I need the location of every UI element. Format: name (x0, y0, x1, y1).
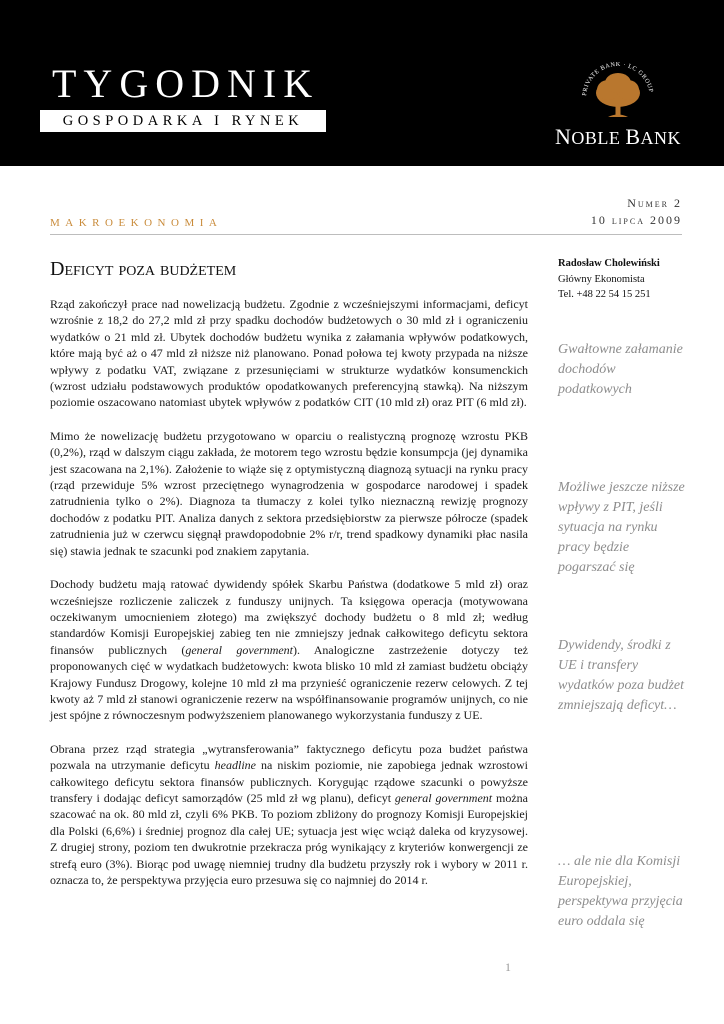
noble-bank-logo (548, 50, 688, 150)
paragraph-2: Mimo że nowelizację budżetu przygotowano w oparciu o realistyczną prognozę wzrostu PKB (0,2%), rząd w dalszym ciągu zakłada, że motorem tego wzrostu będzie konsumpcja (jej dynamika jest szacowana na 2,1%). Założenie to wiąże się z optymistyczną diagnozą sytuacji na rynku pracy (rząd przewiduje 5% wzrost przeciętnego wynagrodzenia w gospodarce narodowej i spadek zatrudnienia tylko o 2%). Diagnoza ta tłumaczy z kolei tylko nieznaczną rewizję prognozy dochodów z podatku PIT. Analiza danych z sektora przedsiębiorstw za pierwsze półrocze (spadek zatrudnienia już w czerwcu sięgnął prawdopodobnie 2% r/r, trend spadkowy dynamiki płac nasila się) stawia jednak te szacunki pod znakiem zapytania. (50, 428, 528, 558)
article-title: Deficyt poza budżetem (50, 258, 237, 280)
issue-number: Numer 2 (627, 196, 682, 210)
paragraph-4: Obrana przez rząd strategia „wytransferowania” faktycznego deficytu poza budżet państwa pozwala na utrzymanie deficytu headline na niskim poziomie, nie zapobiega jednak wzrostowi całkowitego deficytu sektora finansów publicznych. Korygując rządowe szacunki o powyższe transfery i dodając deficyt samorządów (25 mld zł wg planu), deficyt general government można szacować na ok. 80 mld zł, czyli 6% PKB. To poziom zbliżony do prognozy Komisji Europejskiej dla Polski (6,6%) i średniej prognoz dla całej UE; sytuacja jest więc wciąż daleka od kryzysowej. Z drugiej strony, poziom ten dwukrotnie przekracza próg wynikający z kryteriów konwergencji ze strefą euro (3%). Biorąc pod uwagę niemniej trudny dla budżetu przyszły rok i wybory w 2011 r. oznacza to, że perspektywa przyjęcia euro przesuwa się co najmniej do 2014 r. (50, 741, 528, 887)
author-role: Główny Ekonomista (558, 273, 645, 285)
author-phone: Tel. +48 22 54 15 251 (558, 289, 651, 300)
page-number: 1 (505, 960, 511, 974)
publication-title: TYGODNIK (52, 61, 320, 106)
article-body (50, 296, 528, 905)
side-note-2: Możliwe jeszcze niższe wpływy z PIT, jeśli sytuacja na rynku pracy będzie pogarszać się (558, 480, 685, 575)
side-note-1: Gwałtowne załamanie dochodów podatkowych (558, 342, 683, 397)
header-divider (50, 234, 682, 235)
section-label: MAKROEKONOMIA (50, 217, 223, 229)
bank-name: NOBLE BANK (554, 124, 682, 149)
paragraph-3: Dochody budżetu mają ratować dywidendy spółek Skarbu Państwa (dodatkowe 5 mld zł) oraz wcześniejsze rozliczenie zaliczek z funduszy unijnych. Ta księgowa operacja (motywowana oczekiwanym umocnieniem złotego) ma zwiększyć dochody budżetu o 8 mld zł; według standardów Komisji Europejskiej zabieg ten nie zmniejszy jednak całkowitego deficytu sektora finansów publicznych (general government). Analogiczne zastrzeżenie dotyczy też proponowanych cięć w wydatkach budżetowych: kwota blisko 10 mld zł zamiast budżetu obciąży Krajowy Fundusz Drogowy, kolejne 10 mld zł ma przynieść ograniczenie rezerw celowych. Z tej kwoty aż 7 mld zł stanowi ograniczenie rezerw na współfinansowanie programów unijnych, co nie jest spójne z równoczesnym podwyższeniem planowanego wykorzystania funduszy z UE. (50, 577, 529, 723)
paragraph-1: Rząd zakończył prace nad nowelizacją budżetu. Zgodnie z wcześniejszymi informacjami, deficyt wzrośnie z 18,2 do 27,2 mld zł przy spadku dochodów budżetowych o 30 mld zł i ograniczeniu wydatków o 21 mld zł. Ubytek dochodów budżetu wynika z załamania wpływów podatkowych, które mają być aż o 47 mld zł niższe niż planowano. Ponad połowa tej kwoty przypada na niższe wpływy z podatku VAT, związane z przesunięciami w strukturze wydatków konsumenckich (wzrost udziału podstawowych produktów opodatkowanych preferencyjną stawką). Na niższym poziomie oszacowano natomiast ubytek wpływów z podatków CIT (10 mld zł) oraz PIT (6 mld zł). (50, 297, 528, 410)
author-name: Radosław Cholewiński (558, 258, 660, 269)
bank-arc-text: PRIVATE BANK · LC GROUP (581, 60, 655, 97)
side-note-3: Dywidendy, środki z UE i transfery wydatków poza budżet zmniejszają deficyt… (558, 638, 684, 713)
author-block (558, 256, 718, 303)
header-banner (0, 0, 724, 166)
side-note-4: … ale nie dla Komisji Europejskiej, perspektywa przyjęcia euro oddala się (558, 854, 683, 929)
issue-date: 10 lipca 2009 (590, 213, 682, 227)
publication-subtitle: GOSPODARKA I RYNEK (40, 110, 326, 132)
oak-tree-icon (578, 50, 658, 130)
